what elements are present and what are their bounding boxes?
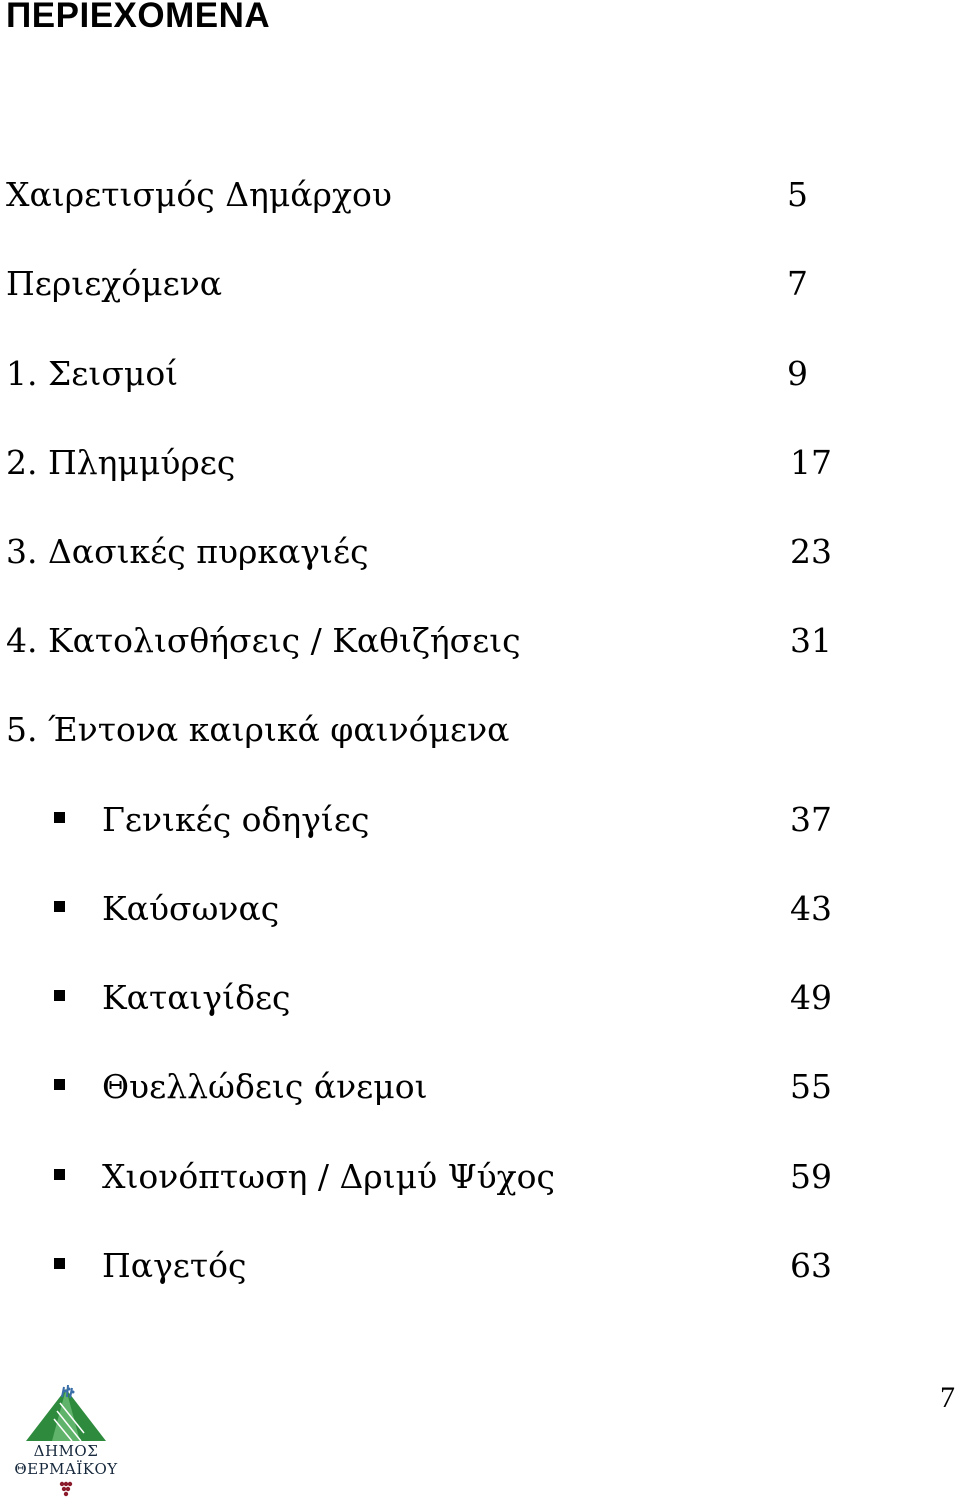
toc-entry-contents[interactable] (0, 259, 960, 309)
square-bullet-icon (54, 1079, 65, 1090)
toc-subentry-page: 63 (790, 1246, 832, 1285)
toc-subentry-label: Χιονόπτωση / Δριμύ Ψύχος (102, 1157, 555, 1196)
toc-entry-label: 4. Κατολισθήσεις / Καθιζήσεις (6, 621, 521, 660)
toc-subentry-page: 43 (790, 889, 832, 928)
toc-subentry-gale-winds[interactable] (0, 1062, 960, 1112)
mountain-emblem-icon (24, 1385, 108, 1443)
toc-entry-floods[interactable] (0, 438, 960, 488)
square-bullet-icon (54, 1258, 65, 1269)
square-bullet-icon (54, 812, 65, 823)
toc-subentry-label: Καταιγίδες (102, 978, 291, 1017)
toc-entry-label: 2. Πλημμύρες (6, 443, 236, 482)
toc-subentry-heatwave[interactable] (0, 884, 960, 934)
toc-subentry-page: 49 (790, 978, 832, 1017)
square-bullet-icon (54, 901, 65, 912)
toc-subentry-general-instructions[interactable] (0, 795, 960, 845)
toc-entry-label: Περιεχόμενα (6, 264, 223, 303)
square-bullet-icon (54, 1169, 65, 1180)
toc-entry-severe-weather[interactable] (0, 705, 960, 755)
toc-entry-forest-fires[interactable] (0, 527, 960, 577)
toc-entry-label: 3. Δασικές πυρκαγιές (6, 532, 369, 571)
toc-entry-landslides[interactable] (0, 616, 960, 666)
grapes-icon (59, 1481, 73, 1499)
toc-entry-mayor-greeting[interactable] (0, 170, 960, 220)
page-title: ΠΕΡΙΕΧΟΜΕΝΑ (6, 0, 271, 35)
toc-entry-earthquakes[interactable] (0, 349, 960, 399)
toc-subentry-label: Γενικές οδηγίες (102, 800, 370, 839)
toc-entry-label: 1. Σεισμοί (6, 354, 179, 393)
toc-subentry-snowfall-cold[interactable] (0, 1152, 960, 1202)
toc-subentry-page: 59 (790, 1157, 832, 1196)
toc-subentry-label: Καύσωνας (102, 889, 280, 928)
toc-entry-page: 31 (790, 621, 832, 660)
toc-entry-label: 5. Έντονα καιρικά φαινόμενα (6, 710, 510, 749)
logo-text-line1: ΔΗΜΟΣ (33, 1442, 99, 1460)
toc-subentry-label: Παγετός (102, 1246, 247, 1285)
municipality-logo (6, 1385, 126, 1501)
toc-entry-page: 5 (787, 175, 808, 214)
page-number: 7 (940, 1381, 955, 1414)
toc-subentry-page: 37 (790, 800, 832, 839)
toc-subentry-frost[interactable] (0, 1241, 960, 1291)
toc-subentry-storms[interactable] (0, 973, 960, 1023)
toc-entry-page: 23 (790, 532, 832, 571)
square-bullet-icon (54, 990, 65, 1001)
toc-entry-label: Χαιρετισμός Δημάρχου (6, 175, 392, 214)
logo-text-line2: ΘΕΡΜΑΪΚΟΥ (14, 1460, 118, 1478)
toc-subentry-page: 55 (790, 1067, 832, 1106)
toc-entry-page: 17 (790, 443, 832, 482)
toc-entry-page: 7 (787, 264, 808, 303)
toc-subentry-label: Θυελλώδεις άνεμοι (102, 1067, 428, 1106)
toc-entry-page: 9 (787, 354, 808, 393)
